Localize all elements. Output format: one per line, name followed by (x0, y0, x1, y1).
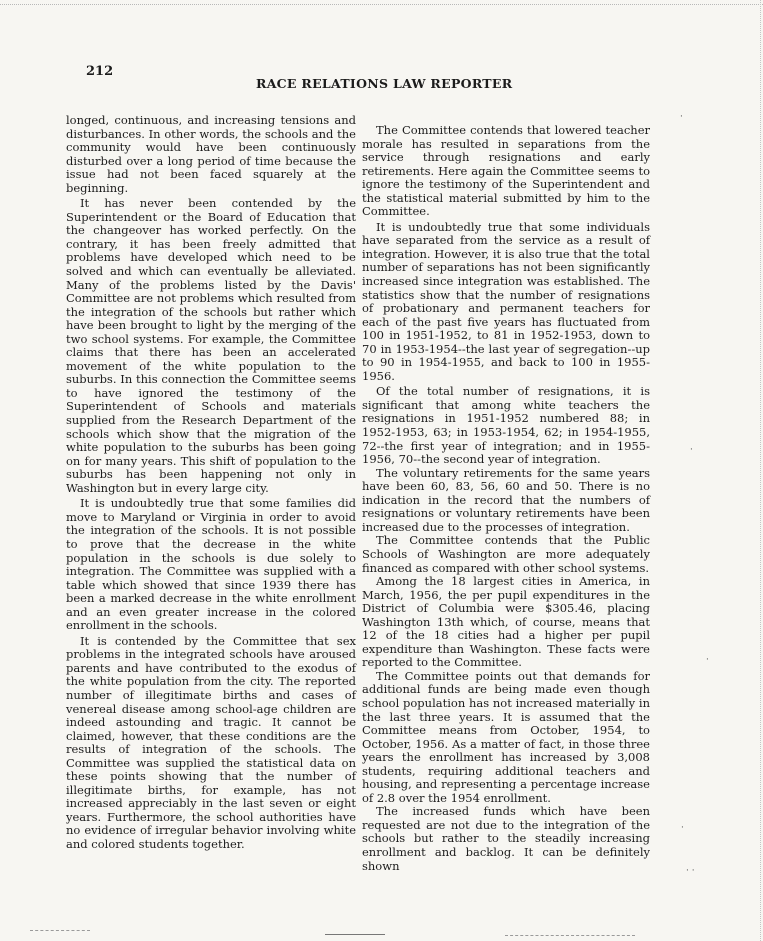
paragraph: Of the total number of resignations, it is significant that among white teachers the resignations in 1951-1952 numbered 88; in 1952-1953, 63; in 1953-1954, 62; in 1954-1955, 72--the first year of integration; and in 1955-1956, 70--the second year of integration. (362, 384, 650, 467)
paragraph: The Committee contends that the Public Schools of Washington are more adequately financed as compared with other school systems. (362, 533, 650, 575)
running-head: RACE RELATIONS LAW REPORTER (256, 76, 513, 91)
page-number: 212 (86, 64, 114, 79)
scan-speck: · (706, 655, 709, 665)
paragraph: Among the 18 largest cities in America, in March, 1956, the per pupil expenditures in the District of Columbia were $305.46, placing Washington 13th which, of course, means that 12 of the 18 cities had a higher per pupil expenditure than Washington. These facts were reported to the Committee. (362, 574, 650, 670)
paragraph: It is contended by the Committee that sex problems in the integrated schools have aroused parents and have contributed to the exodus of the white population from the city. The reported number of illegitimate births and cases of venereal disease among school-age children are indeed astounding and tragic. It cannot be claimed, however, that these conditions are the results of integration of the schools. The Committee was supplied the statistical data on these points showing that the number of illegitimate births, for example, has not increased appreciably in the last seven or eight years. Furthermore, the school authorities have no evidence of irregular behavior involving white and colored students together. (66, 633, 356, 851)
paragraph: The voluntary retirements for the same years have been 60, 83, 56, 60 and 50. There is no indication in the record that the numbers of resignations or voluntary retirements have been increased due to the processes of integration. (362, 465, 650, 534)
paragraph: It has never been contended by the Superintendent or the Board of Education that the changeover has worked perfectly. On the contrary, it has been freely admitted that problems have developed which need to be solved and which can eventually be alleviated. Many of the problems listed by the Davis' Committee are not problems which resulted from the integration of the schools but rather which have been brought to light by the merging of the two school systems. For example, the Committee claims that there has been an accelerated movement of the white population to the suburbs. In this connection the Committee seems to have ignored the testimony of the Superintendent of Schools and materials supplied from the Research Department of the schools which show that the migration of the white population to the suburbs has been going on for many years. This shift of population to the suburbs has been happening not only in Washington but in every large city. (66, 196, 356, 495)
paragraph: The Committee points out that demands for additional funds are being made even though school population has not increased materially in the last three years. It is assumed that the Committee means from October, 1954, to October, 1956. As a matter of fact, in those three years the enrollment has increased by 3,008 students, requiring additional teachers and housing, and representing a percentage increase of 2.8 over the 1954 enrollment. (362, 668, 650, 805)
scan-border-top (0, 4, 763, 5)
scan-artifact-line (505, 935, 635, 936)
scan-border-right (760, 0, 761, 941)
paragraph: The Committee contends that lowered teacher morale has resulted in separations from the service through resignations and early retirements. Here again the Committee seems to ignore the testimony of the Superintendent and the statistical material submitted by him to the Committee. (362, 123, 650, 219)
scan-speck: · (690, 445, 693, 455)
paragraph: It is undoubtedly true that some individuals have separated from the service as a result of integration. However, it is also true that the total number of separations has not been significantly increased since integration was established. The statistics show that the number of resignations of probationary and permanent teachers for each of the past five years has fluctuated from 100 in 1951-1952, to 81 in 1952-1953, down to 70 in 1953-1954--the last year of segregation--up to 90 in 1954-1955, and back to 100 in 1955-1956. (362, 219, 650, 383)
scan-artifact-line (30, 930, 90, 931)
left-column (66, 114, 356, 852)
paragraph: longed, continuous, and increasing tensions and disturbances. In other words, the schools and the community would have been continuously disturbed over a long period of time because the issue had not been faced squarely at the beginning. (66, 113, 356, 195)
scan-speck: · (681, 823, 684, 833)
right-column (362, 124, 650, 873)
paragraph: The increased funds which have been requested are not due to the integration of the schools but rather to the steadily increasing enrollment and backlog. It can be definitely shown (362, 804, 650, 873)
scan-speck: · · (686, 866, 695, 876)
scan-artifact-line (325, 934, 385, 935)
scan-speck: · (680, 112, 683, 122)
paragraph: It is undoubtedly true that some families did move to Maryland or Virginia in order to avoid the integration of the schools. It is not possible to prove that the decrease in the white population in the schools is due solely to integration. The Committee was supplied with a table which showed that since 1939 there has been a marked decrease in the white enrollment and an even greater increase in the colored enrollment in the schools. (66, 496, 356, 633)
